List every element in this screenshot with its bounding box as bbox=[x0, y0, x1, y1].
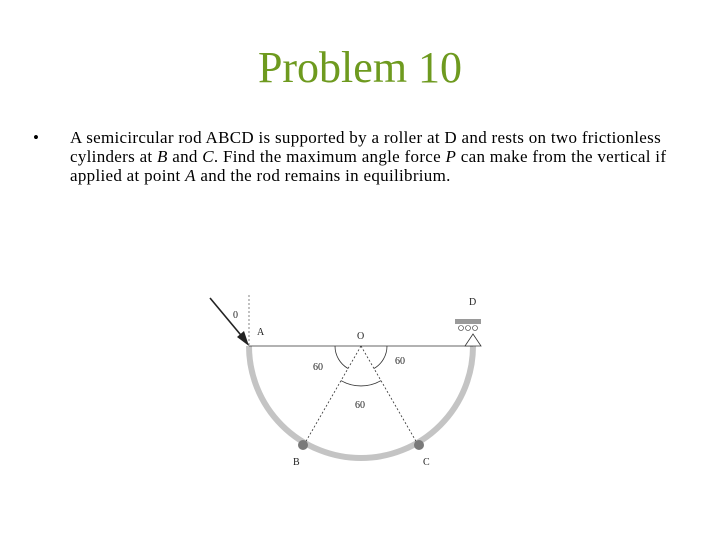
angle-arc-right bbox=[374, 346, 387, 369]
point-b-label: B bbox=[293, 457, 300, 468]
roller-wall bbox=[455, 319, 481, 324]
roller-wheel bbox=[473, 326, 478, 331]
semicircular-rod-diagram bbox=[195, 290, 495, 475]
point-b-ref: B bbox=[156, 147, 168, 166]
angle-left-label: 60 bbox=[313, 362, 323, 373]
theta-label: 0 bbox=[233, 310, 238, 321]
angle-arc-bottom bbox=[341, 381, 381, 386]
roller-wheel bbox=[459, 326, 464, 331]
point-c-label: C bbox=[423, 457, 430, 468]
statement-text: A semicircular rod ABCD is supported by a roller at D and rests on two frictionless cylinders at bbox=[70, 128, 661, 166]
point-d-label: D bbox=[469, 297, 477, 308]
statement-text: and bbox=[167, 147, 203, 166]
radius-to-c bbox=[361, 346, 417, 443]
angle-bottom-label: 60 bbox=[355, 400, 365, 411]
cylinder-b bbox=[298, 440, 308, 450]
center-o-label: O bbox=[357, 331, 365, 342]
bullet-symbol: • bbox=[33, 128, 40, 147]
problem-statement bbox=[70, 128, 670, 185]
statement-text: can make from the vertical if applied at point bbox=[70, 147, 667, 185]
point-a-label: A bbox=[257, 327, 265, 338]
slide-title: Problem 10 bbox=[257, 43, 463, 92]
angle-arc-left bbox=[335, 346, 348, 369]
force-arrow-shaft bbox=[210, 298, 245, 340]
cylinder-c bbox=[414, 440, 424, 450]
statement-text: . Find the maximum angle force bbox=[213, 147, 446, 166]
point-c-ref: C bbox=[202, 147, 214, 166]
force-p-ref: P bbox=[445, 147, 457, 166]
angle-right-label: 60 bbox=[395, 356, 405, 367]
statement-text: and the rod remains in equilibrium. bbox=[195, 166, 451, 185]
roller-support-triangle bbox=[465, 334, 481, 346]
roller-wheel bbox=[466, 326, 471, 331]
point-a-ref: A bbox=[185, 166, 196, 185]
radius-to-b bbox=[305, 346, 361, 443]
